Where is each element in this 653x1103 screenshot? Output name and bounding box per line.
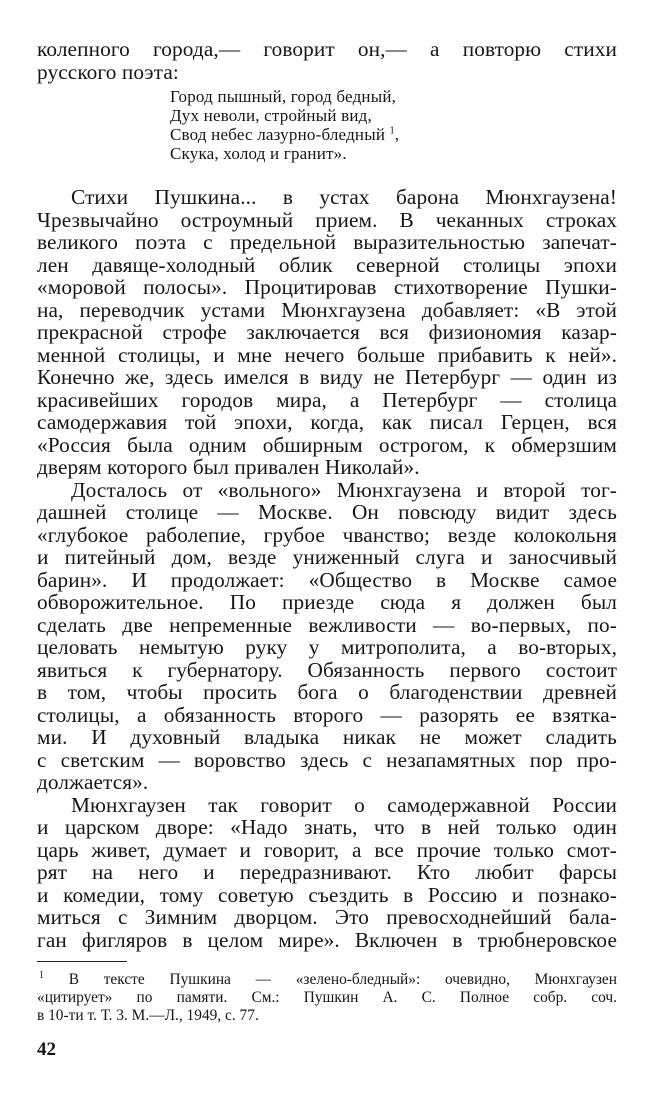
text-line: рят на него и передразнивают. Кто любит фарсы	[37, 860, 617, 884]
text-line: и царском дворе: «Надо знать, что в ней только один	[37, 815, 617, 839]
text-line: великого поэта с предельной выразительностью запечат-	[37, 230, 617, 254]
text-line: сделать две непременные вежливости — во-первых, по-	[37, 612, 617, 637]
text-line: должается».	[37, 770, 149, 794]
text-line: Стихи Пушкина... в устах барона Мюнхгаузена!	[71, 185, 617, 209]
verse-line: Свод небес лазурно-бледный $^1$,	[170, 125, 400, 144]
text-line: обворожительное. По приезде сюда я должен был	[37, 590, 617, 614]
footnote-line	[37, 971, 617, 989]
text-line: менной столицы, и мне нечего больше прибавить к ней».	[37, 342, 617, 367]
footnote-line: в 10-ти т. Т. 3. М.—Л., 1949, с. 77.	[37, 1007, 259, 1024]
text-line: Мюнхгаузен так говорит о самодержавной России	[71, 792, 617, 817]
pushkin-verse	[170, 87, 617, 163]
text-line: барин». И продолжает: «Общество в Москве самое	[37, 567, 617, 592]
text-line: с светским — воровство здесь с незапамятных пор про-	[37, 747, 617, 772]
footnote-text: В тексте Пушкина — «зелено-бледный»: очевидно, Мюнхгаузен	[68, 971, 617, 988]
text-line: дверям которого был привален Николай».	[37, 455, 420, 479]
text-line: русского поэта:	[37, 59, 179, 84]
text-line: столицы, а обязанность второго — разорять ее взятка-	[37, 702, 617, 727]
footnote-reference: 1	[389, 125, 395, 137]
paragraph-3	[37, 794, 617, 952]
text-line: и питейный дом, везде униженный слуга и заносчивый	[37, 545, 617, 569]
text-line: колепного города,— говорит он,— а повторю стихи	[37, 37, 617, 61]
text-line: и комедии, тому советую съездить в Россию и познако-	[37, 882, 617, 907]
text-line: целовать немытую руку у митрополита, а во-вторых,	[37, 635, 617, 659]
paragraph-2	[37, 479, 617, 794]
intro-paragraph	[37, 38, 617, 83]
book-page	[37, 38, 617, 1025]
text-line: «Россия была одним обширным острогом, к обмерзшим	[37, 432, 617, 457]
text-line: на, переводчик устами Мюнхгаузена добавляет: «В этой	[37, 297, 617, 322]
footnote-line: «цитирует» по памяти. См.: Пушкин А. С. Полное собр. соч.	[37, 989, 617, 1006]
page-number: 42	[37, 1039, 56, 1060]
text-line: «моровой полосы». Процитировав стихотворение Пушки-	[37, 275, 617, 299]
footnote-divider	[37, 961, 127, 962]
text-line: Чрезвычайно остроумный прием. В чеканных строках	[37, 207, 617, 232]
text-line: царь живет, думает и говорит, а все прочие только смот-	[37, 837, 617, 862]
verse-line: Город пышный, город бедный,	[170, 87, 397, 106]
text-line: «глубокое раболепие, грубое чванство; везде колокольня	[37, 522, 617, 547]
text-line: ми. И духовный владыка никак не может сладить	[37, 725, 617, 749]
verse-line: Дух неволи, стройный вид,	[170, 106, 372, 125]
footnote	[37, 971, 617, 1025]
footnote-marker: 1	[39, 969, 44, 981]
text-line: лен давяще-холодный облик северной столицы эпохи	[37, 252, 617, 277]
text-line: Досталось от «вольного» Мюнхгаузена и второй тог-	[71, 477, 617, 502]
text-line: прекрасной строфе заключается вся физиономия казар-	[37, 320, 617, 344]
text-line: в том, чтобы просить бога о благоденствии древней	[37, 680, 617, 704]
text-line: красивейших городов мира, а Петербург — столица	[37, 387, 617, 412]
text-line: миться с Зимним дворцом. Это превосходнейший бала-	[37, 905, 617, 929]
text-line: самодержавия той эпохи, когда, как писал Герцен, вся	[37, 410, 617, 434]
verse-line: Скука, холод и гранит».	[170, 144, 347, 163]
text-line: дашней столице — Москве. Он повсюду видит здесь	[37, 500, 617, 524]
verse-line-text: Свод небес лазурно-бледный	[170, 125, 386, 144]
paragraph-1	[37, 186, 617, 479]
text-line: Конечно же, здесь имелся в виду не Петербург — один из	[37, 365, 617, 389]
text-line: явиться к губернатору. Обязанность первого состоит	[37, 657, 617, 682]
text-line: ган фигляров в целом мире». Включен в трюбнеровское	[37, 927, 617, 952]
